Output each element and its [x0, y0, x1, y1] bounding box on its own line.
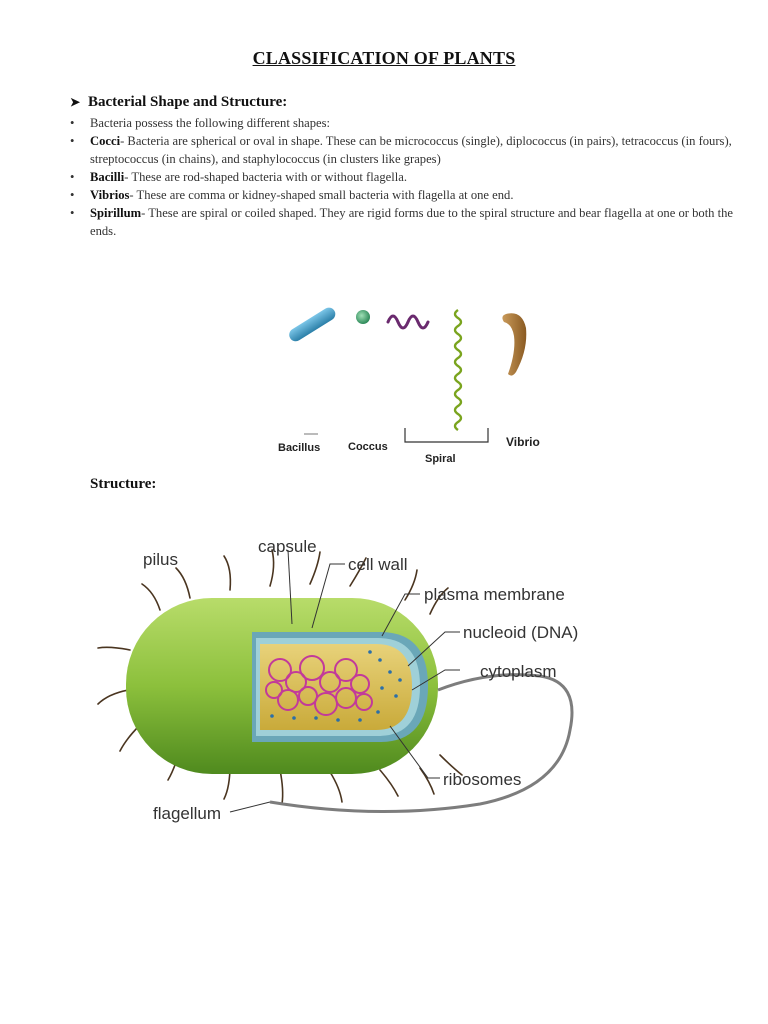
- list-item: [70, 168, 740, 186]
- bullet-text: - These are comma or kidney-shaped small bacteria with flagella at one end.: [129, 188, 514, 202]
- section-heading-text: Bacterial Shape and Structure:: [88, 94, 288, 110]
- bullet-list: [70, 114, 740, 240]
- list-item: [70, 186, 740, 204]
- plasma-membrane-label: plasma membrane: [424, 585, 565, 604]
- vibrio-shape: [502, 313, 526, 375]
- capsule-label: capsule: [258, 537, 317, 556]
- bacteria-shapes-figure: [268, 290, 568, 470]
- bullet-dot-icon: •: [70, 170, 75, 184]
- bullet-dot-icon: •: [70, 116, 75, 130]
- wavy-bacterium-shape: [388, 316, 428, 328]
- list-item: [70, 114, 740, 132]
- arrow-bullet-icon: ➤: [70, 95, 81, 109]
- structure-heading: Structure:: [90, 476, 157, 492]
- list-item: [70, 132, 740, 168]
- bullet-term: Cocci: [90, 134, 121, 148]
- coccus-shape: [356, 310, 370, 324]
- spiral-bracket: [405, 428, 488, 442]
- coccus-label: Coccus: [348, 441, 388, 453]
- bullet-dot-icon: •: [70, 188, 75, 202]
- bacterial-cell-diagram: [60, 520, 720, 840]
- bullet-dot-icon: •: [70, 134, 75, 148]
- bacillus-shape: [287, 305, 338, 344]
- ribosomes-label: ribosomes: [443, 770, 522, 789]
- bullet-text: - Bacteria are spherical or oval in shape. These can be micrococcus (single), diplococcus (in pairs), tetracoccus (in fours), streptococcus (in chains), and staphylococcus (in clusters like grapes): [90, 134, 732, 166]
- cytoplasm-area: [260, 644, 412, 730]
- bacillus-label: Bacillus: [278, 442, 321, 454]
- bullet-term: Spirillum: [90, 206, 142, 220]
- section-heading: [70, 94, 287, 111]
- cell-wall-label: cell wall: [348, 555, 408, 574]
- bullet-text: - These are spiral or coiled shaped. They are rigid forms due to the spiral structure and bear flagella at one or both the ends.: [90, 206, 734, 238]
- list-item: [70, 204, 740, 240]
- bullet-text: Bacteria possess the following different shapes:: [90, 116, 331, 130]
- bullet-term: Vibrios: [90, 188, 130, 202]
- document-title: CLASSIFICATION OF PLANTS: [252, 48, 516, 68]
- spiral-label: Spiral: [425, 453, 456, 465]
- bullet-dot-icon: •: [70, 206, 75, 220]
- bullet-text: - These are rod-shaped bacteria with or without flagella.: [124, 170, 407, 184]
- bullet-term: Bacilli: [90, 170, 125, 184]
- flagellum-label: flagellum: [153, 804, 222, 823]
- cytoplasm-label: cytoplasm: [480, 662, 557, 681]
- pilus-label: pilus: [143, 550, 178, 569]
- vibrio-label: Vibrio: [506, 435, 540, 449]
- nucleoid-label: nucleoid (DNA): [463, 623, 579, 642]
- spiral-shape: [455, 310, 461, 430]
